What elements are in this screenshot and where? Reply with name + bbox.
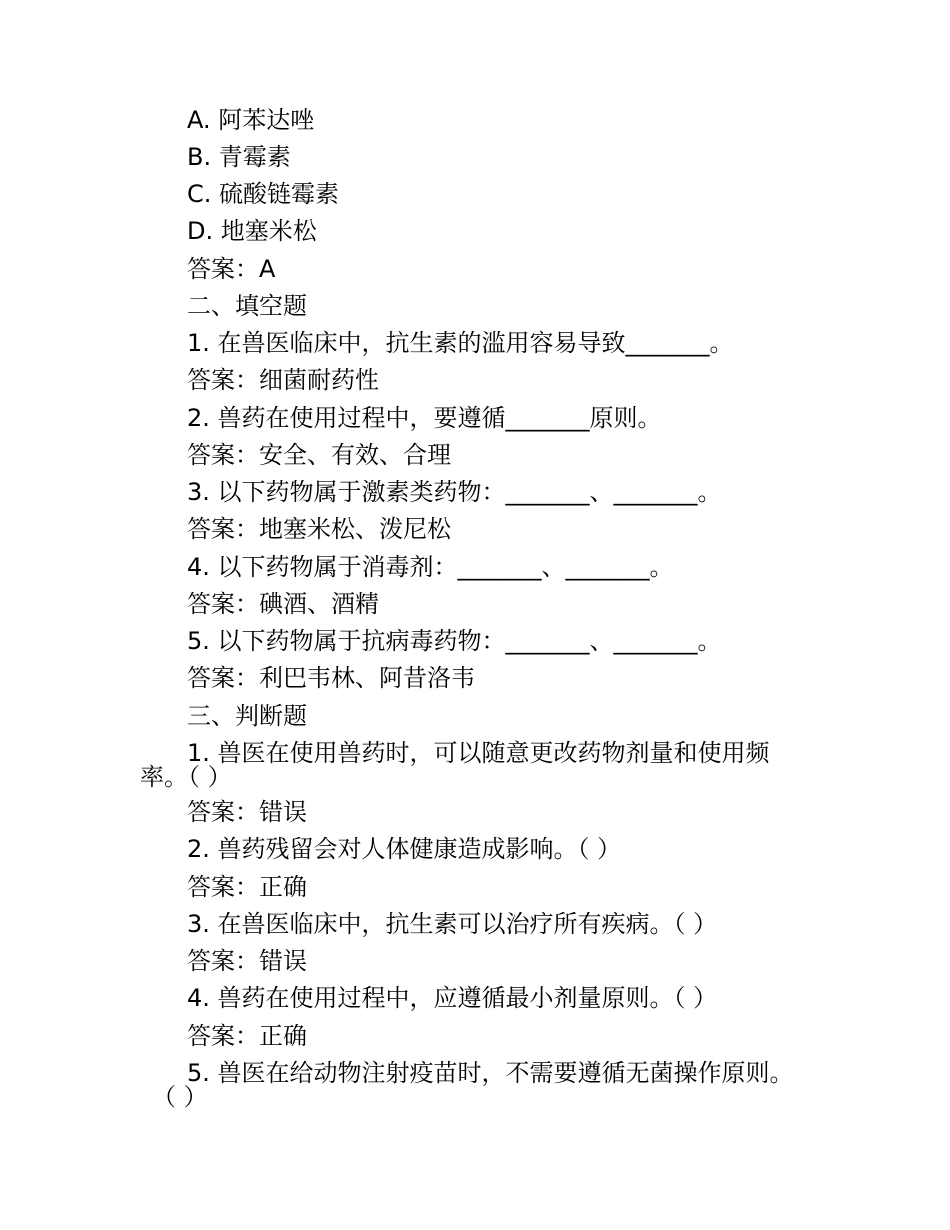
- option-c: C. 硫酸链霉素: [187, 180, 340, 208]
- section-heading: 二、填空题: [187, 292, 307, 320]
- question-line: 3. 以下药物属于激素类药物：_______、_______。: [187, 478, 722, 506]
- answer-line: 答案：A: [187, 255, 276, 283]
- answer-line: 答案：碘酒、酒精: [187, 590, 379, 618]
- question-line: 4. 以下药物属于消毒剂：_______、_______。: [187, 553, 674, 581]
- option-d: D. 地塞米松: [187, 217, 317, 245]
- option-a: A. 阿苯达唑: [187, 106, 315, 134]
- answer-line: 答案：错误: [187, 947, 307, 975]
- question-line-continuation: （ ）: [152, 1083, 208, 1111]
- question-line: 5. 兽医在给动物注射疫苗时，不需要遵循无菌操作原则。: [187, 1059, 794, 1087]
- answer-line: 答案：正确: [187, 1022, 307, 1050]
- question-line: 1. 在兽医临床中，抗生素的滥用容易导致_______。: [187, 329, 734, 357]
- answer-line: 答案：地塞米松、泼尼松: [187, 515, 451, 543]
- answer-line: 答案：安全、有效、合理: [187, 441, 451, 469]
- question-line-continuation: 率。（ ）: [140, 763, 232, 791]
- question-line: 2. 兽药残留会对人体健康造成影响。（ ）: [187, 835, 622, 863]
- answer-line: 答案：细菌耐药性: [187, 366, 379, 394]
- section-heading: 三、判断题: [187, 702, 307, 730]
- question-line: 4. 兽药在使用过程中，应遵循最小剂量原则。（ ）: [187, 984, 718, 1012]
- question-line: 2. 兽药在使用过程中，要遵循_______原则。: [187, 404, 662, 432]
- option-b: B. 青霉素: [187, 143, 291, 171]
- answer-line: 答案：利巴韦林、阿昔洛韦: [187, 664, 475, 692]
- question-line: 3. 在兽医临床中，抗生素可以治疗所有疾病。（ ）: [187, 910, 718, 938]
- answer-line: 答案：错误: [187, 798, 307, 826]
- question-line: 1. 兽医在使用兽药时，可以随意更改药物剂量和使用频: [187, 739, 770, 767]
- question-line: 5. 以下药物属于抗病毒药物：_______、_______。: [187, 627, 722, 655]
- answer-line: 答案：正确: [187, 873, 307, 901]
